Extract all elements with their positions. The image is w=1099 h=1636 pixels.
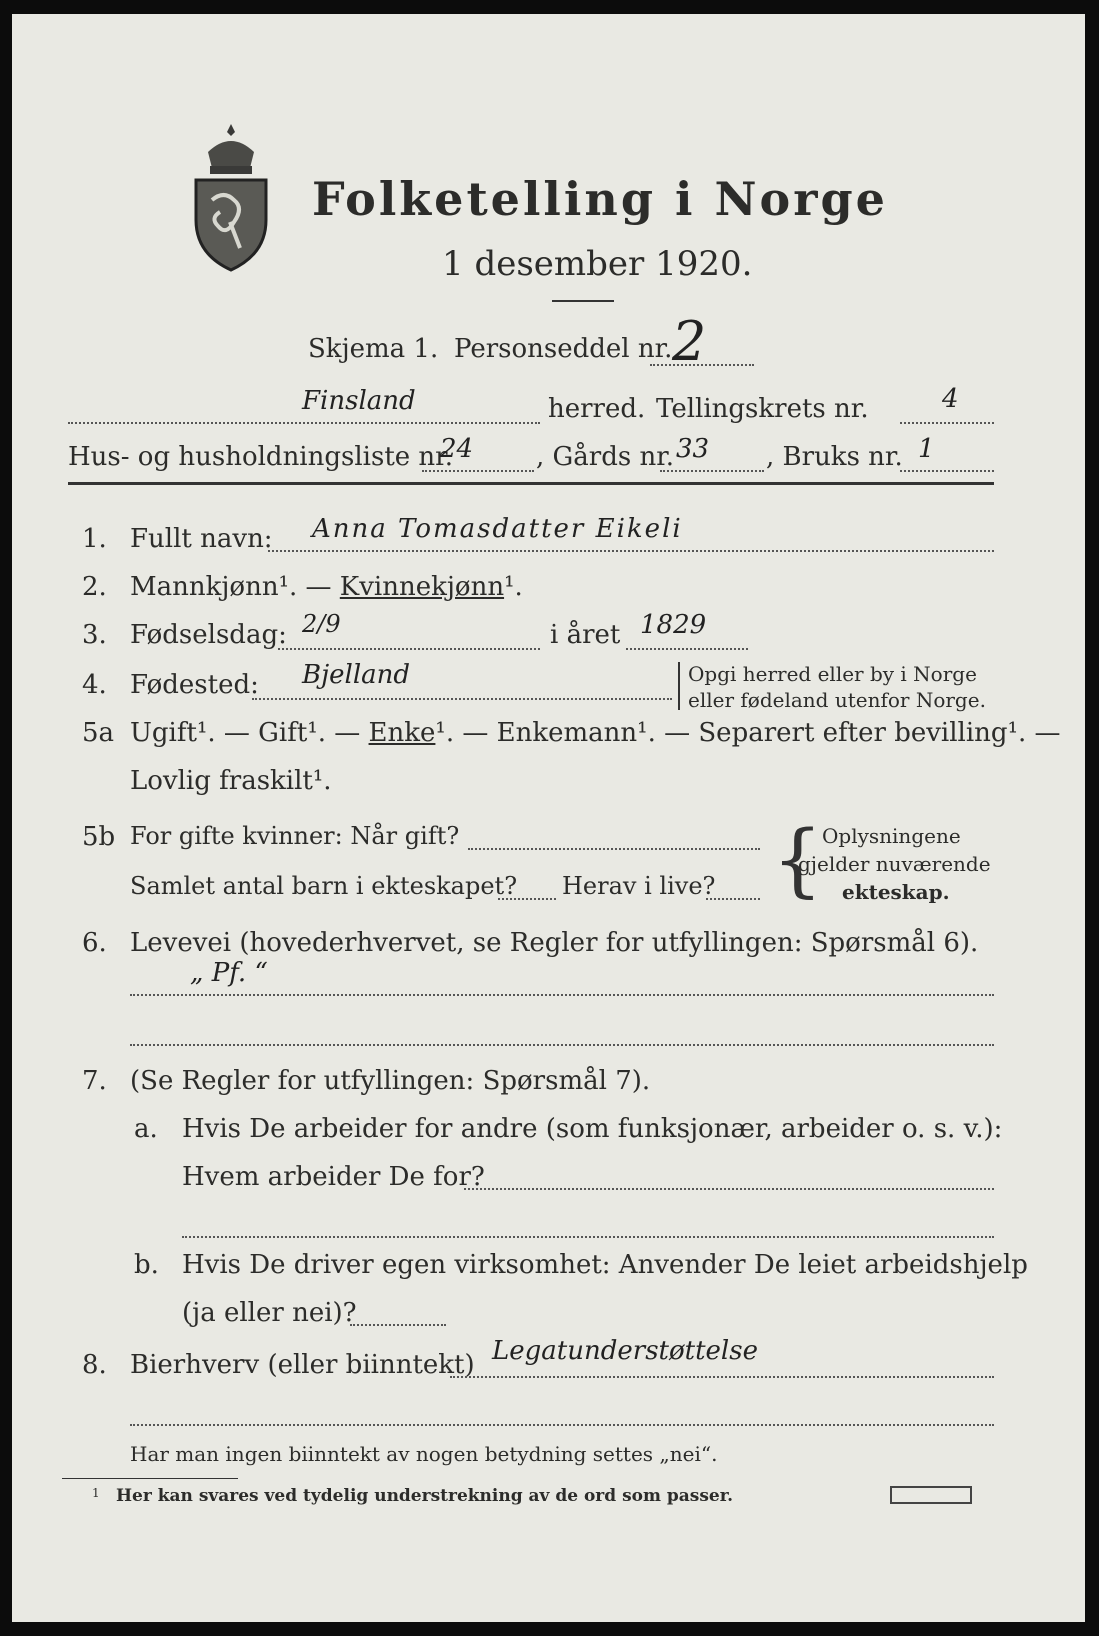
footnote-text: Her kan svares ved tydelig understrekning av de ord som passer. — [116, 1486, 734, 1506]
q1-label: Fullt navn: — [130, 524, 273, 554]
q7b-text: Hvis De driver egen virksomhet: Anvender De leiet arbeidshjelp — [182, 1250, 1028, 1280]
q2-footnote-mark: ¹. — [504, 572, 523, 602]
q8-number: 8. — [82, 1350, 107, 1380]
q7a-employer-line-2 — [182, 1236, 994, 1238]
q4-bracket — [678, 662, 680, 710]
form-title: Folketelling i Norge — [312, 172, 888, 226]
q6-occupation: „ Pf. “ — [190, 958, 268, 988]
tellingskrets-value: 4 — [942, 384, 959, 414]
q7-label: (Se Regler for utfyllingen: Spørsmål 7). — [130, 1066, 651, 1096]
q5b-when-married-line — [468, 848, 760, 850]
q5b-number: 5b — [82, 822, 116, 852]
q5b-when-married-label: For gifte kvinner: Når gift? — [130, 822, 460, 850]
q7a-letter: a. — [134, 1114, 158, 1144]
q5a-marital-options — [130, 718, 1061, 748]
q5b-note-1: Oplysningene — [822, 824, 961, 848]
header-separator — [68, 482, 994, 485]
q7a-employer-label: Hvem arbeider De for? — [182, 1162, 485, 1192]
herred-label: herred. — [548, 394, 646, 424]
gards-line — [660, 470, 764, 472]
q1-line — [268, 550, 994, 552]
herred-value: Finsland — [302, 386, 416, 416]
q8-line-2 — [130, 1424, 994, 1426]
q6-line-2 — [130, 1044, 994, 1046]
census-form-sheet — [12, 14, 1085, 1622]
q5a-divorced-option: Lovlig fraskilt¹. — [130, 766, 332, 796]
q6-number: 6. — [82, 928, 107, 958]
q7a-text: Hvis De arbeider for andre (som funksjonær, arbeider o. s. v.): — [182, 1114, 1003, 1144]
q7b-letter: b. — [134, 1250, 159, 1280]
bruks-label: , Bruks nr. — [766, 442, 903, 472]
q5b-children-line — [498, 898, 556, 900]
q5b-alive-line — [706, 898, 760, 900]
q7-number: 7. — [82, 1066, 107, 1096]
census-date: 1 desember 1920. — [442, 244, 753, 284]
q1-number: 1. — [82, 524, 107, 554]
q7a-employer-line-1 — [464, 1188, 994, 1190]
hus-line — [422, 470, 534, 472]
printer-stamp — [890, 1486, 972, 1504]
q5b-note-3: ekteskap. — [842, 880, 950, 904]
q7b-yes-no-label: (ja eller nei)? — [182, 1298, 357, 1328]
q5a-number: 5a — [82, 718, 115, 748]
q2-female-option: Kvinnekjønn — [339, 572, 505, 602]
q5b-note-2: gjelder nuværende — [798, 852, 991, 876]
skjema-label: Skjema 1. — [308, 334, 439, 364]
q6-line-1 — [130, 994, 994, 996]
q8-side-income: Legatunderstøttelse — [492, 1336, 758, 1366]
q3-number: 3. — [82, 620, 107, 650]
q3-birthday: 2/9 — [302, 610, 341, 638]
q8-label: Bierhverv (eller biinntekt) — [130, 1350, 475, 1380]
gards-label: , Gårds nr. — [536, 442, 675, 472]
q6-label: Levevei (hovederhvervet, se Regler for utfyllingen: Spørsmål 6). — [130, 928, 979, 958]
herred-line — [68, 422, 540, 424]
q3-year-label: i året — [550, 620, 621, 650]
tellingskrets-label: Tellingskrets nr. — [656, 394, 869, 424]
q3-label: Fødselsdag: — [130, 620, 287, 650]
q5b-brace: { — [772, 813, 823, 906]
q2-number: 2. — [82, 572, 107, 602]
q2-male-option: Mannkjønn¹. — — [130, 572, 332, 602]
q5b-children-label: Samlet antal barn i ekteskapet? — [130, 872, 518, 900]
q4-birthplace: Bjelland — [302, 660, 411, 690]
footnote-divider — [62, 1478, 238, 1479]
gards-value: 33 — [676, 434, 710, 464]
bruks-line — [900, 470, 994, 472]
q4-line — [252, 698, 672, 700]
q8-line-1 — [450, 1376, 994, 1378]
norwegian-coat-of-arms-icon — [190, 122, 272, 272]
title-divider — [552, 300, 614, 302]
bruks-value: 1 — [918, 434, 935, 464]
personseddel-label: Personseddel nr. — [454, 334, 673, 364]
tellingskrets-line — [900, 422, 994, 424]
q8-note: Har man ingen biinntekt av nogen betydning settes „nei“. — [130, 1442, 718, 1466]
personseddel-value: 2 — [672, 310, 707, 373]
q5b-alive-label: Herav i live? — [562, 872, 716, 900]
q4-note-2: eller fødeland utenfor Norge. — [688, 688, 986, 712]
q1-full-name: Anna Tomasdatter Eikeli — [312, 514, 683, 544]
q2-sex-options — [130, 572, 523, 602]
q5a-unmarried-married: Ugift¹. — Gift¹. — — [130, 718, 361, 748]
q4-note-1: Opgi herred eller by i Norge — [688, 662, 977, 686]
q3-birth-year: 1829 — [640, 610, 707, 640]
q5a-widow-option: Enke — [368, 718, 436, 748]
q5a-other-options: ¹. — Enkemann¹. — Separert efter bevilling¹. — — [435, 718, 1061, 748]
q4-label: Fødested: — [130, 670, 259, 700]
q4-number: 4. — [82, 670, 107, 700]
hus-label: Hus- og husholdningsliste nr. — [68, 442, 454, 472]
q3-line — [278, 648, 540, 650]
q3-year-line — [626, 648, 748, 650]
hus-value: 24 — [440, 434, 474, 464]
footnote-mark: 1 — [92, 1486, 100, 1500]
q7b-yes-no-line — [350, 1324, 446, 1326]
